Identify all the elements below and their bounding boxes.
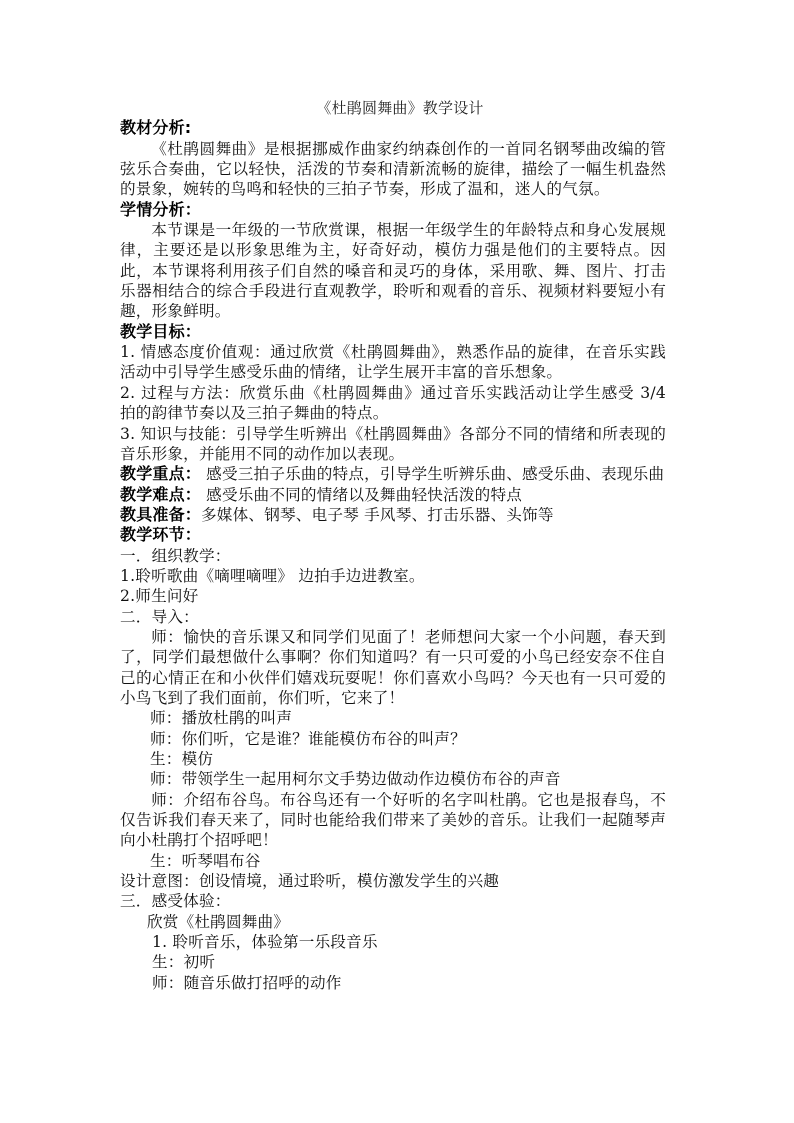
part2-intro-paragraph: 师：愉快的音乐课又和同学们见面了！老师想问大家一个小问题，春天到了，同学们最想做什么事啊？你们知道吗？有一只可爱的小鸟已经安奈不住自己的心情正在和小伙伴们嬉戏玩耍呢！你们喜欢小鸟吗？今天也有一只可爱的小鸟飞到了我们面前，你们听，它来了！ bbox=[120, 627, 666, 707]
section-heading-student-analysis: 学情分析： bbox=[120, 199, 202, 219]
part3-line-2: 师：随音乐做打招呼的动作 bbox=[152, 973, 342, 992]
part2-dialog-4: 师：带领学生一起用柯尔文手势边做动作边模仿布谷的声音 bbox=[150, 770, 561, 789]
part3-heading: 三．感受体验： bbox=[120, 892, 231, 911]
key-points-label: 教学重点： bbox=[120, 464, 202, 484]
part1-line-2: 2.师生问好 bbox=[120, 587, 199, 606]
part3-line-1: 生：初听 bbox=[152, 953, 216, 972]
key-points-row bbox=[120, 464, 666, 484]
materials-label: 教具准备： bbox=[120, 504, 202, 524]
difficulties-label: 教学难点： bbox=[120, 484, 202, 504]
section-heading-material-analysis: 教材分析: bbox=[120, 118, 192, 138]
part2-dialog-1: 师：播放杜鹃的叫声 bbox=[150, 709, 293, 728]
part2-dialog-3: 生：模仿 bbox=[150, 750, 214, 768]
difficulties-text: 感受乐曲不同的情绪以及舞曲轻快活泼的特点 bbox=[201, 485, 523, 504]
objective-item-3: 3. 知识与技能：引导学生听辨出《杜鹃圆舞曲》各部分不同的情绪和所表现的音乐形象，并能用不同的动作加以表现。 bbox=[120, 424, 666, 463]
part3-step-1: 1. 聆听音乐，体验第一乐段音乐 bbox=[152, 933, 378, 952]
part2-student-sing: 生：听琴唱布谷 bbox=[150, 851, 261, 870]
objective-item-1: 1. 情感态度价值观：通过欣赏《杜鹃圆舞曲》，熟悉作品的旋律，在音乐实践活动中引导学生感受乐曲的情绪，让学生展开丰富的音乐想象。 bbox=[120, 343, 666, 382]
document-page bbox=[120, 98, 666, 993]
section-heading-process: 教学环节： bbox=[120, 525, 202, 545]
section-heading-objectives: 教学目标： bbox=[120, 321, 202, 341]
student-analysis-paragraph: 本节课是一年级的一节欣赏课，根据一年级学生的年龄特点和身心发展规律，主要还是以形象思维为主，好奇好动，模仿力强是他们的主要特点。因此，本节课将利用孩子们自然的嗓音和灵巧的身体，采用歌、舞、图片、打击乐器相结合的综合手段进行直观教学，聆听和观看的音乐、视频材料要短小有趣，形象鲜明。 bbox=[120, 221, 666, 321]
part3-appreciate: 欣赏《杜鹃圆舞曲》 bbox=[147, 912, 290, 931]
materials-text: 多媒体、钢琴、电子琴 手风琴、打击乐器、头饰等 bbox=[201, 505, 554, 524]
key-points-text: 感受三拍子乐曲的特点，引导学生听辨乐曲、感受乐曲、表现乐曲 bbox=[201, 465, 665, 484]
part2-dialog-2: 师：你们听，它是谁？谁能模仿布谷的叫声？ bbox=[150, 729, 466, 748]
part2-heading: 二．导入： bbox=[120, 607, 199, 626]
part2-bird-intro-paragraph: 师：介绍布谷鸟。布谷鸟还有一个好听的名字叫杜鹃。它也是报春鸟，不仅告诉我们春天来了，同时也能给我们带来了美妙的音乐。让我们一起随琴声向小杜鹃打个招呼吧！ bbox=[120, 790, 666, 850]
difficulties-row bbox=[120, 485, 666, 505]
material-analysis-paragraph: 《杜鹃圆舞曲》是根据挪威作曲家约纳森创作的一首同名钢琴曲改编的管弦乐合奏曲，它以轻快，活泼的节奏和清新流畅的旋律，描绘了一幅生机盎然的景象，婉转的鸟鸣和轻快的三拍子节奏，形成了温和，迷人的气氛。 bbox=[120, 139, 666, 199]
objective-item-2: 2. 过程与方法：欣赏乐曲《杜鹃圆舞曲》通过音乐实践活动让学生感受 3/4 拍的韵律节奏以及三拍子舞曲的特点。 bbox=[120, 383, 666, 423]
part1-heading: 一．组织教学： bbox=[120, 546, 231, 565]
part2-design-intent: 设计意图：创设情境，通过聆听，模仿激发学生的兴趣 bbox=[120, 872, 500, 891]
part1-line-1: 1.聆听歌曲《嘀哩嘀哩》 边拍手边进教室。 bbox=[120, 566, 425, 585]
document-title: 《杜鹃圆舞曲》教学设计 bbox=[316, 99, 484, 117]
materials-row bbox=[120, 505, 666, 525]
